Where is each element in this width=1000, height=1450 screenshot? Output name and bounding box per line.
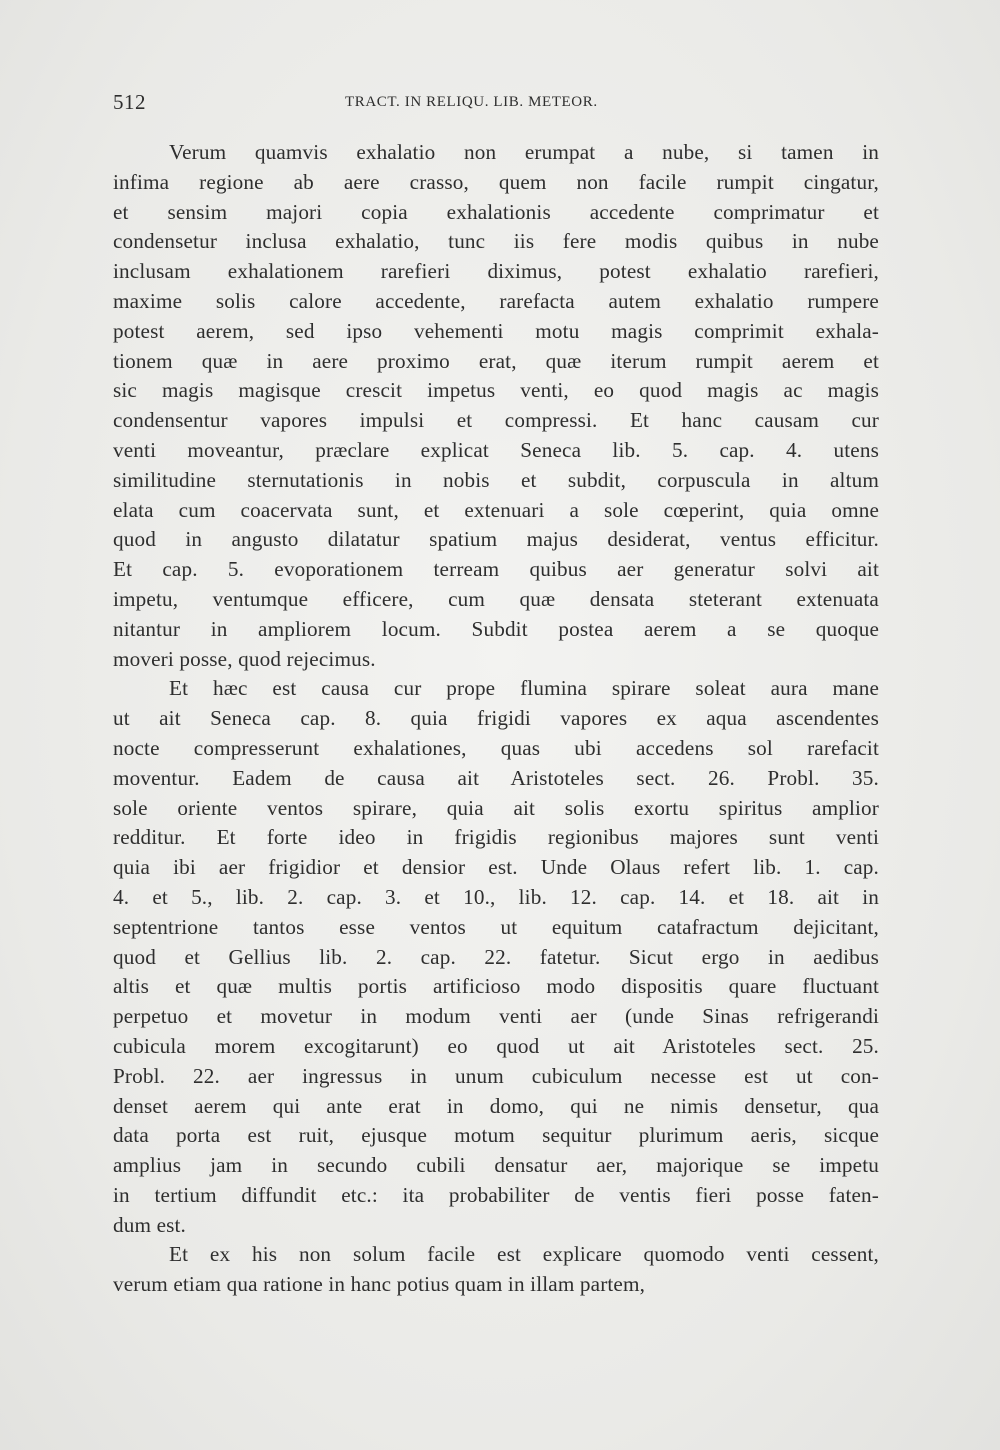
paragraph [113,1240,879,1300]
text-line: Et cap. 5. evoporationem terream quibus aer generatur solvi ait [113,557,879,582]
text-line: moveri posse, quod rejecimus. [113,646,376,671]
text-line: denset aerem qui ante erat in domo, qui ne nimis densetur, qua [113,1093,879,1118]
text-line: potest aerem, sed ipso vehementi motu magis comprimit exhala- [113,318,879,343]
text-line: nocte compresserunt exhalationes, quas ubi accedens sol rarefacit [113,735,879,760]
text-line: condensentur vapores impulsi et compressi. Et hanc causam cur [113,408,879,433]
text-line: quia ibi aer frigidior et densior est. Unde Olaus refert lib. 1. cap. [113,855,879,880]
text-line: quod in angusto dilatatur spatium majus desiderat, ventus efficitur. [113,527,879,552]
page-header [113,90,883,120]
text-line: similitudine sternutationis in nobis et subdit, corpuscula in altum [113,467,879,492]
text-line: Probl. 22. aer ingressus in unum cubiculum necesse est ut con- [113,1063,879,1088]
text-line: condensetur inclusa exhalatio, tunc iis fere modis quibus in nube [113,229,879,254]
text-line: 4. et 5., lib. 2. cap. 3. et 10., lib. 12. cap. 14. et 18. ait in [113,884,879,909]
running-head: TRACT. IN RELIQU. LIB. METEOR. [345,94,598,110]
paragraph [113,674,879,1240]
text-line: infima regione ab aere crasso, quem non facile rumpit cingatur, [113,169,879,194]
text-line: perpetuo et movetur in modum venti aer (unde Sinas refrigerandi [113,1004,879,1029]
page-number: 512 [113,90,146,114]
text-line: impetu, ventumque efficere, cum quæ densata steterant extenuata [113,586,879,611]
text-line: quod et Gellius lib. 2. cap. 22. fatetur. Sicut ergo in aedibus [113,944,879,969]
text-line: amplius jam in secundo cubili densatur aer, majorique se impetu [113,1153,879,1178]
text-line: moventur. Eadem de causa ait Aristoteles sect. 26. Probl. 35. [113,765,879,790]
text-line: inclusam exhalationem rarefieri diximus, potest exhalatio rarefieri, [113,259,879,284]
text-line: Et hæc est causa cur prope flumina spirare soleat aura mane [169,676,879,701]
text-line: dum est. [113,1212,186,1237]
text-line: cubicula morem excogitarunt) eo quod ut ait Aristoteles sect. 25. [113,1033,879,1058]
text-line: sole oriente ventos spirare, quia ait solis exortu spiritus amplior [113,795,879,820]
text-line: maxime solis calore accedente, rarefacta autem exhalatio rumpere [113,288,879,313]
text-line: elata cum coacervata sunt, et extenuari a sole cœperint, quia omne [113,497,879,522]
text-line: in tertium diffundit etc.: ita probabiliter de ventis fieri posse faten- [113,1182,879,1207]
text-line: Verum quamvis exhalatio non erumpat a nube, si tamen in [169,140,879,164]
text-line: Et ex his non solum facile est explicare quomodo venti cessent, [169,1242,879,1267]
text-line: ut ait Seneca cap. 8. quia frigidi vapores ex aqua ascendentes [113,706,879,731]
text-line: venti moveantur, præclare explicat Seneca lib. 5. cap. 4. utens [113,437,879,462]
text-line: et sensim majori copia exhalationis accedente comprimatur et [113,199,879,224]
text-line: nitantur in ampliorem locum. Subdit postea aerem a se quoque [113,616,879,641]
text-line: septentrione tantos esse ventos ut equitum catafractum dejicitant, [113,914,879,939]
text-line: tionem quæ in aere proximo erat, quæ iterum rumpit aerem et [113,348,879,373]
text-line: sic magis magisque crescit impetus venti, eo quod magis ac magis [113,378,879,403]
text-line: data porta est ruit, ejusque motum sequitur plurimum aeris, sicque [113,1123,879,1148]
paragraph [113,138,879,674]
body-text [113,138,879,1300]
text-line: altis et quæ multis portis artificioso modo dispositis quare fluctuant [113,974,879,999]
text-line: verum etiam qua ratione in hanc potius quam in illam partem, [113,1272,646,1297]
text-line: redditur. Et forte ideo in frigidis regionibus majores sunt venti [113,825,879,850]
